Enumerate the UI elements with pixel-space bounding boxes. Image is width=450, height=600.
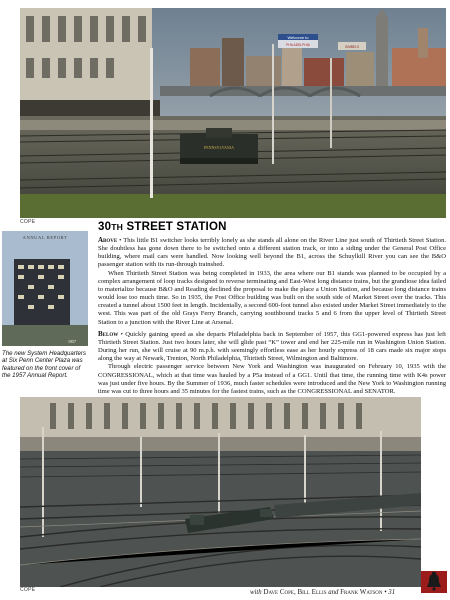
- bullet-1: •: [117, 237, 124, 244]
- below-lead: Below: [98, 329, 119, 338]
- bottom-photo-credit: COPE: [20, 587, 36, 593]
- above-lead: Above: [98, 236, 118, 244]
- paragraph-1: This little B1 switcher looks terribly lonely as she stands all alone on the River Line just south of Thirtieth Street Station. She doubtless has gone down there to be switched onto a different station track, or into a siding under the General Post Office building, where mail cars were handled. Now looking well beyond the B1, across the Schuylkill River you can see the B&O passenger station with its run-through trainshed.: [98, 237, 446, 269]
- gg1-illustration: [20, 397, 421, 587]
- article-paragraph-below: [98, 330, 446, 364]
- page-footer: [250, 588, 395, 596]
- footer-prefix: with: [250, 589, 262, 596]
- rail-yard-illustration: [20, 8, 446, 218]
- report-cover-year: 1957: [68, 339, 76, 344]
- report-caption: The new System Headquarters at Six Penn Center Plaza was featured on the front cover of the 1957 Annual Report.: [2, 350, 86, 379]
- footer-and: and: [328, 589, 339, 596]
- article-body: [98, 236, 446, 396]
- paragraph-3: Quickly gaining speed as she departs Philadelphia back in September of 1957, this GG1-powered express has just left Thirtieth Street Station. Just two hours later, she will glide past “K” tower and end her 225-mile run in Washington Union Station. During her run, she will cruise at 90 m.p.h. with seemingly effortless ease as her hourly express of 18 cars made six major stops along the way at Newark, Trenton, North Philadelphia, Thirtieth Street, Wilmington and Baltimore.: [98, 330, 446, 363]
- footer-last-author: Frank Watson: [340, 588, 383, 596]
- article-paragraph-above: [98, 236, 446, 270]
- title-number: 30: [98, 221, 112, 233]
- sign-welcome: Welcome to: [287, 35, 309, 40]
- article-paragraph-4: Through electric passenger service between New York and Washington was inaugurated on February 10, 1935 with the CONGRESSIONAL, which at that time was hauled by a P5a instead of a GG1. Until that time, the running time with K4s power was just under five hours. By the Summer of 1936, much faster schedules were introduced and the New York to Washington running time was cut to three hours and 35 minutes for the fastest trains, such as the CONGRESSIONAL and SENATOR.: [98, 363, 446, 395]
- liberty-bell-icon: [421, 569, 447, 595]
- article-paragraph-2: When Thirtieth Street Station was being completed in 1933, the area where our B1 stands was planned to be occupied by a complex arrangement of loop tracks designed to reverse terminating and East-West long distance trains, but the grandiose idea failed to materialize because B&O and Reading declined the proposal to make the place a Union Station, and because long distance trains would lose too much time. So in 1935, the Post Office building was built on the south side of Market Street over the tracks. This created a tunnel about 1500 feet in length. Incidentally, a second 600-foot tunnel also existed under Market Street immediately to the west. This was part of the old Grays Ferry Branch, carrying southbound tracks 5 and 6 from the upper level of Thirtieth Street Station to a junction with the River Line at Arsenal.: [98, 269, 446, 326]
- bottom-photo-gg1-express: [20, 397, 421, 587]
- title-ordinal: TH: [111, 222, 124, 232]
- annual-report-cover-image: [2, 231, 88, 346]
- footer-separator: •: [382, 589, 389, 596]
- article-title: [98, 221, 227, 233]
- page-number: 31: [388, 589, 396, 596]
- top-photo-rail-yard: [20, 8, 446, 218]
- title-rest: STREET STATION: [126, 221, 227, 233]
- sign-philadelphia: PHILADELPHIA: [286, 43, 310, 47]
- bullet-2: •: [118, 330, 126, 338]
- report-cover-title: ANNUAL REPORT: [22, 235, 68, 240]
- top-photo-credit: COPE: [20, 219, 36, 225]
- switcher-lettering: PENNSYLVANIA: [203, 145, 235, 150]
- footer-authors: Dave Cope, Bill Ellis: [263, 588, 327, 596]
- sign-gimbels: GIMBELS: [344, 45, 360, 49]
- report-cover-illustration: [2, 231, 88, 346]
